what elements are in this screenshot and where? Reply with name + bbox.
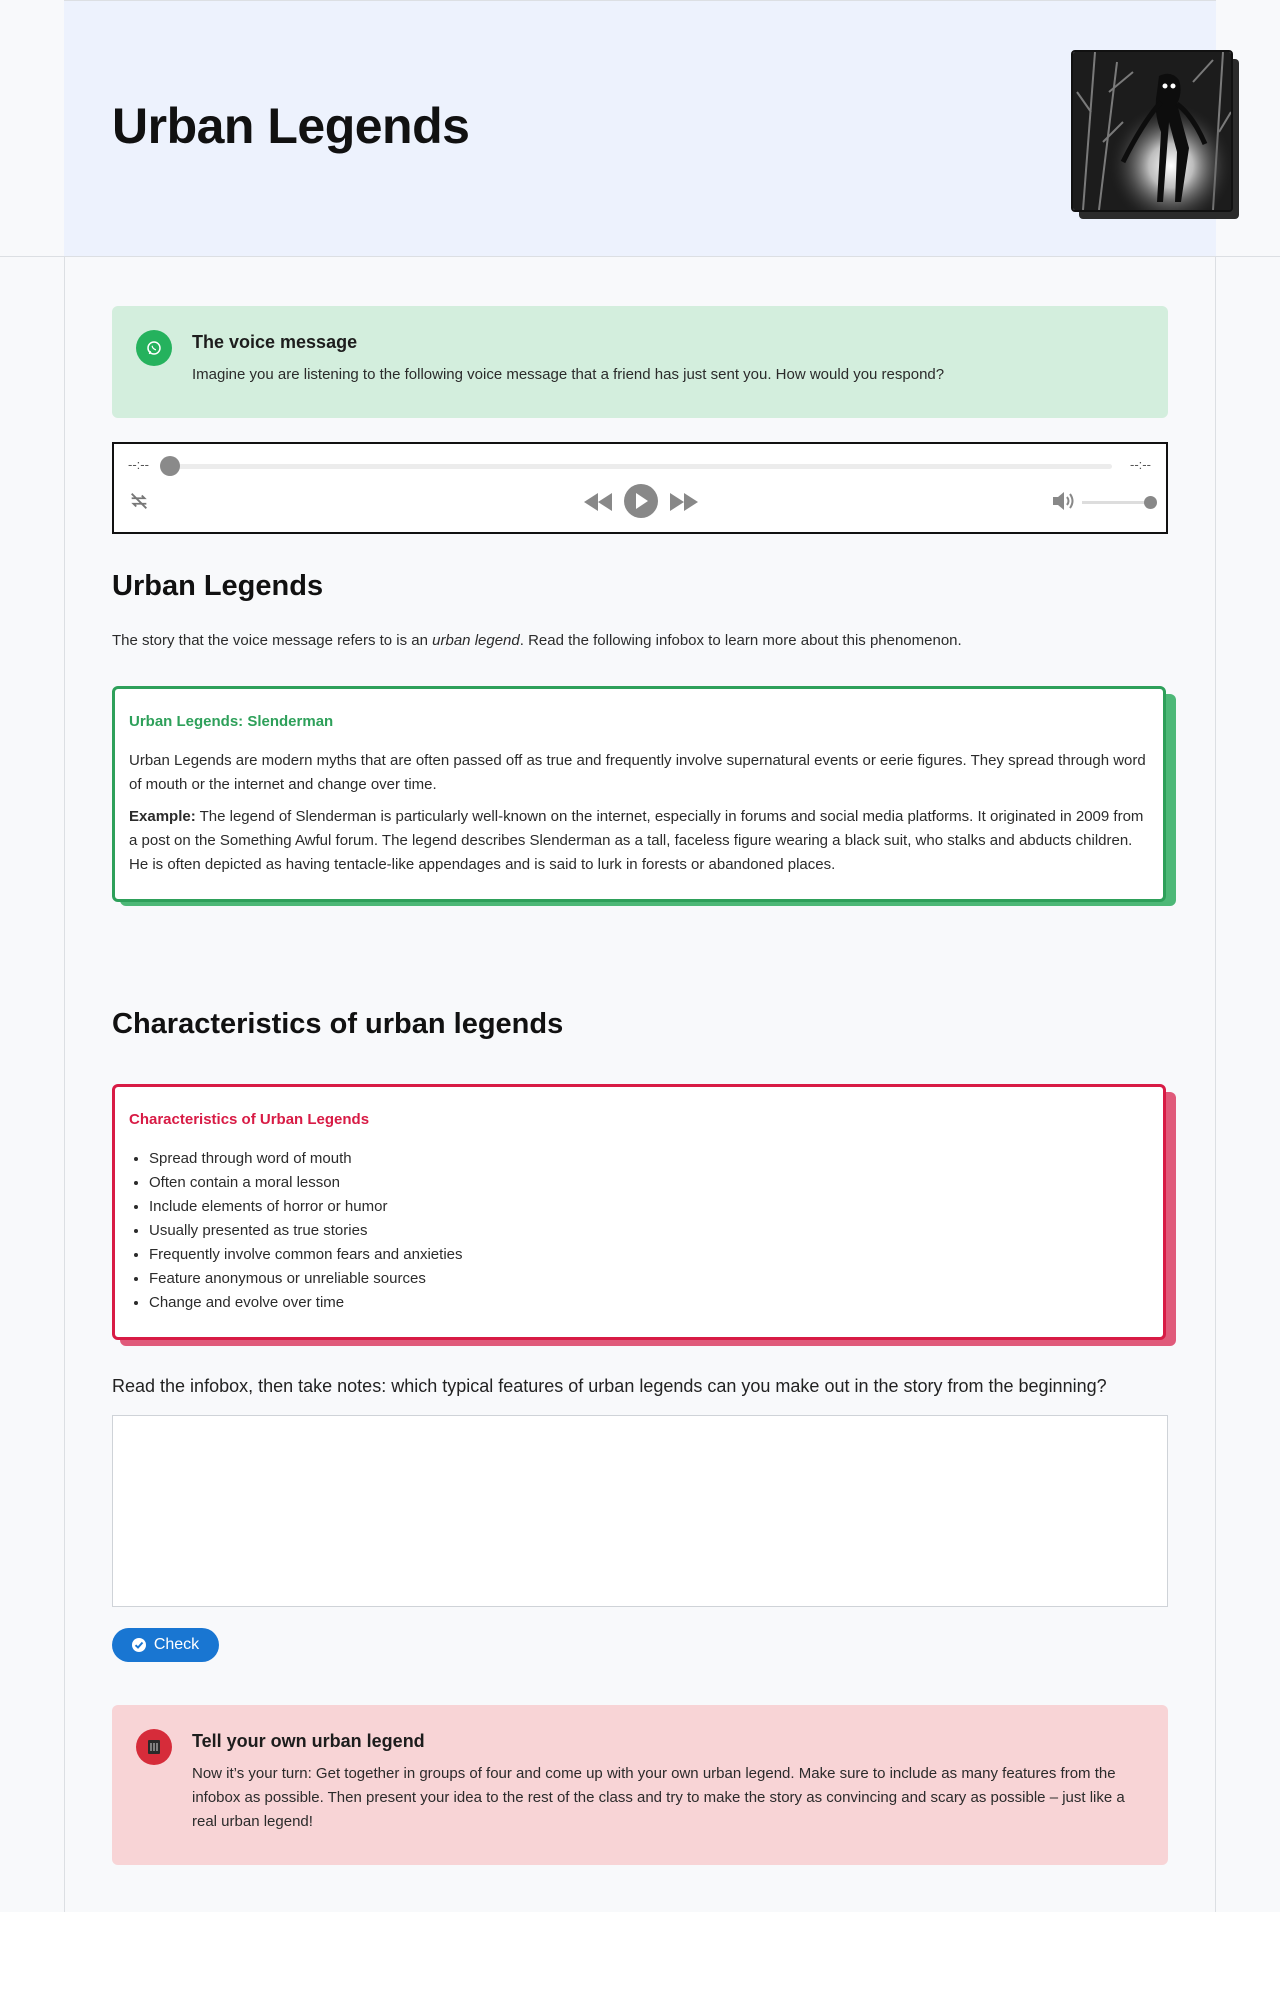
volume-slider[interactable] <box>1082 501 1150 504</box>
duration: --:-- <box>1130 457 1151 472</box>
list-item: • Often contain a moral lesson <box>149 1171 463 1195</box>
check-circle-icon <box>132 1638 146 1652</box>
whatsapp-icon <box>136 330 172 366</box>
current-time: --:-- <box>128 457 149 472</box>
play-button[interactable] <box>624 484 658 518</box>
page-title: Urban Legends <box>112 98 470 154</box>
header-divider <box>0 256 1280 257</box>
voice-message-callout <box>112 306 1168 418</box>
voice-message-text: Imagine you are listening to the following voice message that a friend has just sent you. How would you respond? <box>192 366 945 383</box>
infobox-characteristics <box>112 1084 1166 1340</box>
emphasis-term: urban legend <box>432 632 520 649</box>
progress-handle[interactable] <box>160 456 180 476</box>
book-icon <box>136 1729 172 1765</box>
list-item: • Usually presented as true stories <box>149 1219 463 1243</box>
section-heading-characteristics: Characteristics of urban legends <box>112 1008 564 1040</box>
header-image <box>1071 50 1233 212</box>
section-intro: The story that the voice message refers to is an urban legend. Read the following infobox to learn more about this phenomenon. <box>112 632 962 649</box>
audio-player <box>112 442 1168 534</box>
example-label: Example: <box>129 808 196 825</box>
list-item: • Change and evolve over time <box>149 1291 463 1315</box>
list-item: • Include elements of horror or humor <box>149 1195 463 1219</box>
play-icon <box>634 493 648 509</box>
list-item: • Feature anonymous or unreliable sources <box>149 1267 463 1291</box>
left-column-divider <box>64 0 65 1912</box>
right-column-divider <box>1215 0 1216 1912</box>
volume-handle[interactable] <box>1144 496 1157 509</box>
task-prompt: Read the infobox, then take notes: which typical features of urban legends can you make out in the story from the beginning? <box>112 1376 1107 1396</box>
characteristics-list <box>129 1147 463 1315</box>
check-button-label: Check <box>153 1636 200 1653</box>
infobox-text: Urban Legends are modern myths that are often passed off as true and frequently involve supernatural events or eerie figures. They spread through word of mouth or the internet and change over time. <box>129 752 1146 793</box>
infobox-title: Characteristics of Urban Legends <box>129 1111 370 1128</box>
repeat-icon[interactable] <box>128 490 150 512</box>
rewind-icon[interactable] <box>584 490 612 514</box>
tell-legend-callout <box>112 1705 1168 1865</box>
progress-track[interactable] <box>162 464 1112 469</box>
volume-icon[interactable] <box>1052 490 1076 512</box>
section-heading-urban-legends: Urban Legends <box>112 570 324 602</box>
fast-forward-icon[interactable] <box>670 490 698 514</box>
infobox-example: Example: The legend of Slenderman is particularly well-known on the internet, especially in forums and social media platforms. It originated in 2009 from a post on the Something Awful forum. The legend describes Slenderman as a tall, faceless figure wearing a black suit, who stalks and abducts children. He is often depicted as having tentacle-like appendages and is said to lurk in forests or abandoned places. <box>129 808 1144 873</box>
check-button[interactable] <box>112 1628 219 1662</box>
list-item: • Frequently involve common fears and anxieties <box>149 1243 463 1267</box>
list-item: • Spread through word of mouth <box>149 1147 463 1171</box>
infobox-slenderman <box>112 686 1166 902</box>
tell-legend-text: Now it’s your turn: Get together in groups of four and come up with your own urban legend. Make sure to include as many features from the infobox as possible. Then present your idea to the rest of the class and try to make the story as convincing and scary as possible – just like a real urban legend! <box>192 1765 1125 1830</box>
notes-textarea[interactable] <box>112 1415 1168 1607</box>
infobox-title: Urban Legends: Slenderman <box>129 713 334 730</box>
tell-legend-title: Tell your own urban legend <box>192 1731 425 1751</box>
page-header <box>64 0 1216 257</box>
voice-message-title: The voice message <box>192 332 358 352</box>
